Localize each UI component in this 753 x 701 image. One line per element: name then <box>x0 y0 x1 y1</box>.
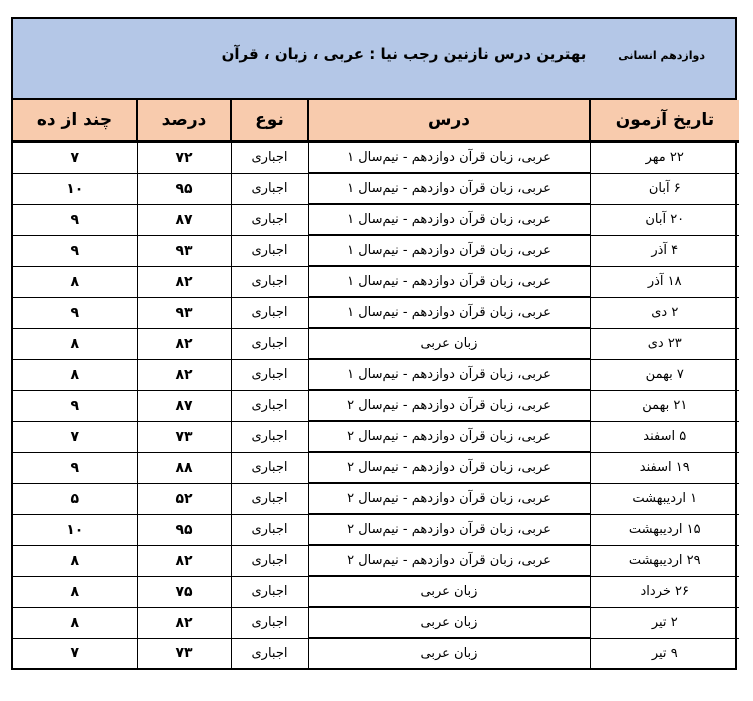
lesson-cell: عربی، زبان قرآن دوازدهم - نیم‌سال ۲ <box>308 514 590 545</box>
score-cell: ۸ <box>13 545 137 576</box>
header-date: تاریخ آزمون <box>590 100 739 142</box>
table-row <box>13 173 739 204</box>
score-cell: ۹ <box>13 235 137 266</box>
type-cell: اجباری <box>231 576 308 607</box>
percent-cell: ۸۲ <box>137 607 231 638</box>
date-cell: ۲۶ خرداد <box>590 576 739 607</box>
lesson-cell: زبان عربی <box>308 607 590 638</box>
date-cell: ۱۸ آذر <box>590 266 739 297</box>
lesson-cell: زبان عربی <box>308 328 590 359</box>
type-cell: اجباری <box>231 328 308 359</box>
percent-cell: ۹۵ <box>137 514 231 545</box>
lesson-cell: عربی، زبان قرآن دوازدهم - نیم‌سال ۱ <box>308 297 590 328</box>
score-cell: ۹ <box>13 390 137 421</box>
lesson-cell: عربی، زبان قرآن دوازدهم - نیم‌سال ۲ <box>308 452 590 483</box>
type-cell: اجباری <box>231 483 308 514</box>
score-cell: ۷ <box>13 142 137 174</box>
table-row <box>13 204 739 235</box>
percent-cell: ۸۲ <box>137 266 231 297</box>
table-row <box>13 328 739 359</box>
date-cell: ۲۲ مهر <box>590 142 739 174</box>
header-row <box>13 100 739 142</box>
date-cell: ۴ آذر <box>590 235 739 266</box>
sheet-title: بهترین درس نازنین رجب نیا : عربی ، زبان ، قرآن <box>221 45 587 63</box>
date-cell: ۹ تیر <box>590 638 739 668</box>
type-cell: اجباری <box>231 266 308 297</box>
date-cell: ۶ آبان <box>590 173 739 204</box>
score-cell: ۷ <box>13 421 137 452</box>
date-cell: ۲۳ دی <box>590 328 739 359</box>
table-row <box>13 142 739 174</box>
header-score: چند از ده <box>13 100 137 142</box>
date-cell: ۱۵ اردیبهشت <box>590 514 739 545</box>
table-row <box>13 452 739 483</box>
percent-cell: ۷۳ <box>137 421 231 452</box>
lesson-cell: عربی، زبان قرآن دوازدهم - نیم‌سال ۱ <box>308 142 590 174</box>
type-cell: اجباری <box>231 607 308 638</box>
results-table <box>13 100 739 668</box>
lesson-cell: عربی، زبان قرآن دوازدهم - نیم‌سال ۲ <box>308 483 590 514</box>
type-cell: اجباری <box>231 173 308 204</box>
score-cell: ۱۰ <box>13 173 137 204</box>
lesson-cell: عربی، زبان قرآن دوازدهم - نیم‌سال ۱ <box>308 359 590 390</box>
date-cell: ۵ اسفند <box>590 421 739 452</box>
score-cell: ۸ <box>13 607 137 638</box>
lesson-cell: زبان عربی <box>308 638 590 668</box>
date-cell: ۲۱ بهمن <box>590 390 739 421</box>
type-cell: اجباری <box>231 545 308 576</box>
percent-cell: ۸۸ <box>137 452 231 483</box>
lesson-cell: عربی، زبان قرآن دوازدهم - نیم‌سال ۲ <box>308 545 590 576</box>
score-cell: ۹ <box>13 204 137 235</box>
percent-cell: ۷۳ <box>137 638 231 668</box>
percent-cell: ۹۵ <box>137 173 231 204</box>
table-row <box>13 545 739 576</box>
table-row <box>13 607 739 638</box>
table-row <box>13 235 739 266</box>
score-cell: ۸ <box>13 266 137 297</box>
date-cell: ۲۹ اردیبهشت <box>590 545 739 576</box>
lesson-cell: عربی، زبان قرآن دوازدهم - نیم‌سال ۱ <box>308 173 590 204</box>
score-cell: ۸ <box>13 359 137 390</box>
lesson-cell: عربی، زبان قرآن دوازدهم - نیم‌سال ۲ <box>308 421 590 452</box>
type-cell: اجباری <box>231 638 308 668</box>
type-cell: اجباری <box>231 452 308 483</box>
header-percent: درصد <box>137 100 231 142</box>
table-row <box>13 483 739 514</box>
header-lesson: درس <box>308 100 590 142</box>
date-cell: ۱ اردیبهشت <box>590 483 739 514</box>
score-cell: ۵ <box>13 483 137 514</box>
title-bar <box>13 19 735 100</box>
type-cell: اجباری <box>231 204 308 235</box>
date-cell: ۲ دی <box>590 297 739 328</box>
lesson-cell: عربی، زبان قرآن دوازدهم - نیم‌سال ۲ <box>308 390 590 421</box>
percent-cell: ۸۲ <box>137 359 231 390</box>
score-cell: ۹ <box>13 297 137 328</box>
percent-cell: ۵۲ <box>137 483 231 514</box>
date-cell: ۷ بهمن <box>590 359 739 390</box>
date-cell: ۲۰ آبان <box>590 204 739 235</box>
score-cell: ۷ <box>70 645 80 662</box>
percent-cell: ۸۷ <box>137 204 231 235</box>
table-row <box>13 266 739 297</box>
percent-cell: ۷۵ <box>137 576 231 607</box>
table-row <box>13 359 739 390</box>
percent-cell: ۹۳ <box>137 297 231 328</box>
percent-cell: ۹۳ <box>137 235 231 266</box>
grade-label: دوازدهم انسانی <box>618 49 705 62</box>
score-cell: ۱۰ <box>13 514 137 545</box>
header-type: نوع <box>231 100 308 142</box>
date-cell: ۲ تیر <box>590 607 739 638</box>
date-cell: ۱۹ اسفند <box>590 452 739 483</box>
table-row <box>13 297 739 328</box>
type-cell: اجباری <box>231 142 308 174</box>
score-cell: ۸ <box>13 576 137 607</box>
score-cell: ۸ <box>13 328 137 359</box>
type-cell: اجباری <box>231 514 308 545</box>
score-cell: ۹ <box>13 452 137 483</box>
type-cell: اجباری <box>231 235 308 266</box>
type-cell: اجباری <box>231 390 308 421</box>
table-row <box>13 638 739 668</box>
type-cell: اجباری <box>231 359 308 390</box>
type-cell: اجباری <box>231 297 308 328</box>
score-sheet <box>11 17 737 670</box>
table-row <box>13 576 739 607</box>
percent-cell: ۷۲ <box>137 142 231 174</box>
percent-cell: ۸۲ <box>137 545 231 576</box>
table-row <box>13 421 739 452</box>
lesson-cell: زبان عربی <box>308 576 590 607</box>
type-cell: اجباری <box>231 421 308 452</box>
percent-cell: ۸۷ <box>137 390 231 421</box>
table-row <box>13 390 739 421</box>
table-row <box>13 514 739 545</box>
lesson-cell: عربی، زبان قرآن دوازدهم - نیم‌سال ۱ <box>308 235 590 266</box>
lesson-cell: عربی، زبان قرآن دوازدهم - نیم‌سال ۱ <box>308 266 590 297</box>
percent-cell: ۸۲ <box>137 328 231 359</box>
lesson-cell: عربی، زبان قرآن دوازدهم - نیم‌سال ۱ <box>308 204 590 235</box>
